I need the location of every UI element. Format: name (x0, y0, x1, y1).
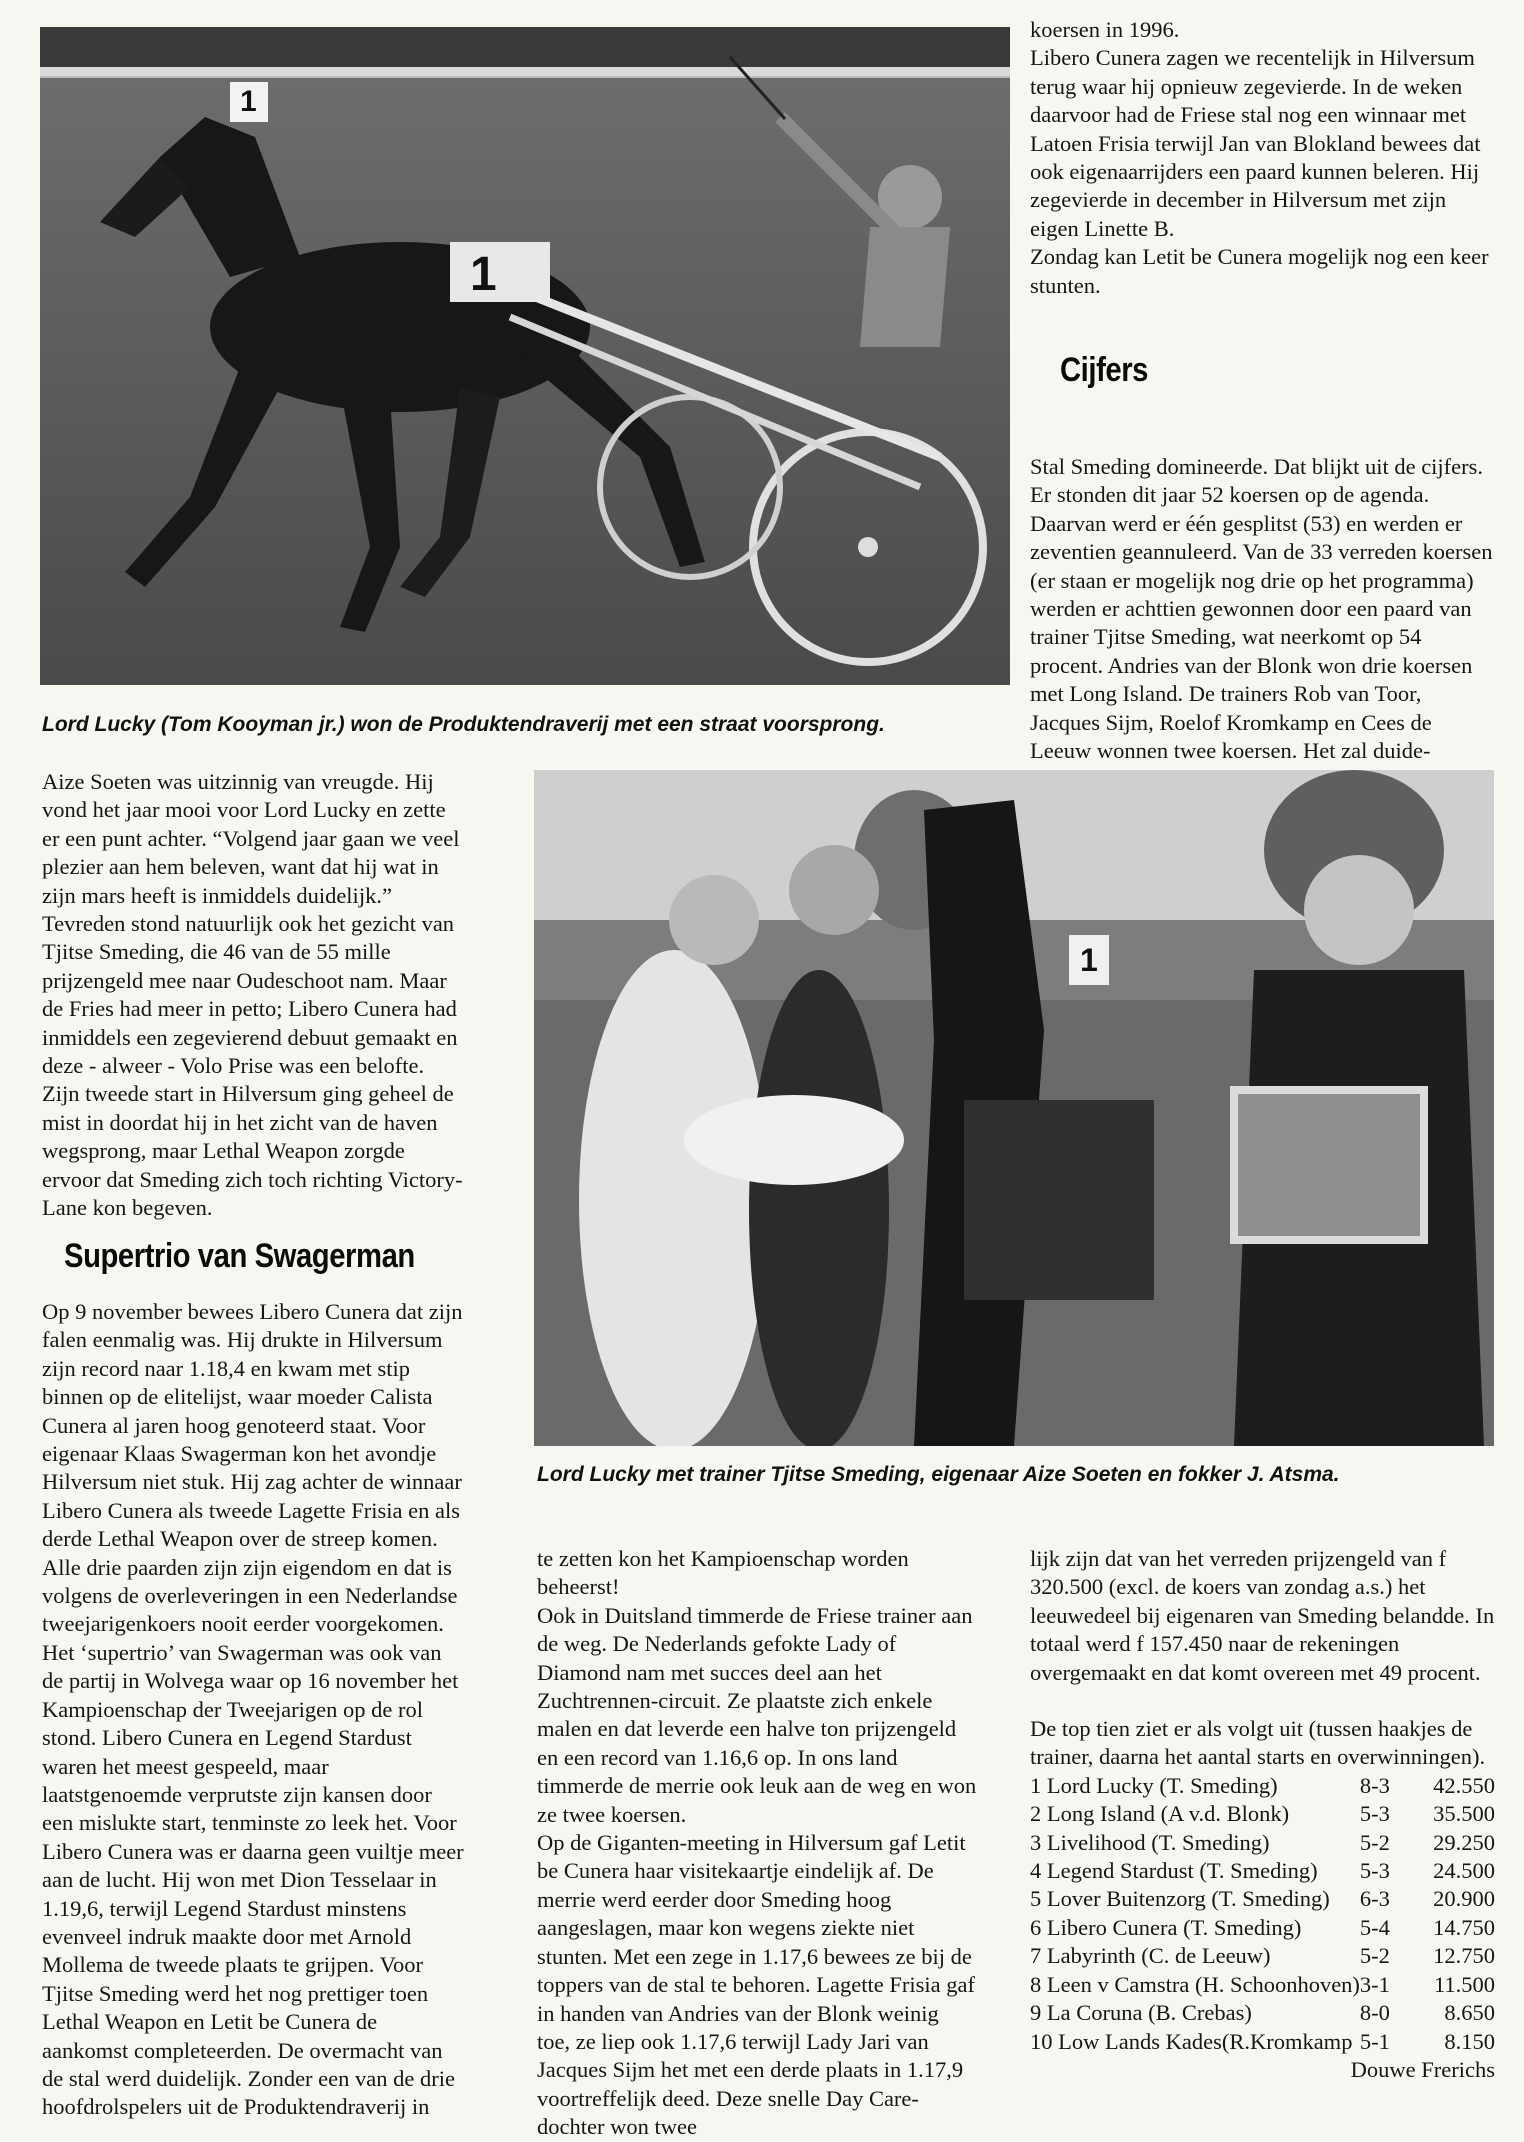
photo-caption-winners: Lord Lucky met trainer Tjitse Smeding, eigenaar Aize Soeten en fokker J. Atsma. (537, 1463, 1340, 1486)
prize-money-cell: 20.900 (1433, 1886, 1495, 1912)
photo-harness-race (40, 27, 1010, 685)
prize-money-cell: 42.550 (1433, 1772, 1495, 1798)
left-column-bottom (42, 1298, 467, 2122)
cijfers-column (1030, 453, 1495, 765)
starts-wins-cell: 5-2 (1359, 1829, 1390, 1855)
svg-text:1: 1 (470, 248, 497, 301)
starts-wins-cell: 5-4 (1359, 1914, 1390, 1940)
paragraph: Het ‘supertrio’ van Swagerman was ook van de partij in Wolvega waar op 16 november het Kampioenschap der Tweejarigen op de rol stond. Libero Cunera en Legend Stardust waren het meest gespeeld, maar laatstgenoemde verprutste zijn kansen door een mislukte start, tenminste zo leek het. Voor Libero Cunera was er daarna geen vuiltje meer aan de lucht. Hij won met Dion Tesselaar in 1.19,6, terwijl Legend Stardust minstens evenveel indruk maakte door met Arnold Mollema de tweede plaats te grijpen. Voor Tjitse Smeding werd het nog prettiger toen Lethal Weapon en Letit be Cunera de aankomst completeerden. De overmacht van de stal werd duidelijk. Zonder een van de drie hoofdrolspelers uit de Produktendraverij in (42, 1639, 464, 2120)
paragraph: Zondag kan Letit be Cunera mogelijk nog een keer stunten. (1030, 244, 1489, 298)
horse-bib-number: 1 (240, 85, 257, 118)
paragraph: Op de Giganten-meeting in Hilversum gaf Letit be Cunera haar visitekaartje eindelijk af. De merrie werd eerder door Smeding hoog aangeslagen, maar kon wegens ziekte niet stunten. Met een zege in 1.17,6 bewees ze bij de toppers van de stal te behoren. Lagette Frisia gaf in handen van Andries van der Blonk weinig toe, ze liep ook 1.17,6 terwijl Lady Jari van Jacques Sijm het met een derde plaats in 1.17,9 voortreffelijk deed. Deze snelle Day Care-dochter won twee (537, 1830, 975, 2140)
post-number: 1 (1080, 942, 1098, 978)
horse-name-cell: 7 Labyrinth (C. de Leeuw) (1030, 1943, 1271, 1969)
paragraph: lijk zijn dat van het verreden prijzengeld van f 320.500 (excl. de koers van zondag a.s.) het leeuwedeel bij eigenaren van Smeding belandde. In totaal werd f 157.450 naar de rekeningen overgemaakt en dat komt overeen met 49 procent. (1030, 1546, 1495, 1685)
prize-money-cell: 11.500 (1433, 1971, 1495, 1997)
paragraph: Libero Cunera zagen we recentelijk in Hilversum terug waar hij opnieuw zegevierde. In de weken daarvoor had de Friese stal nog een winnaar met Latoen Frisia terwijl Jan van Blokland bewees dat ook eigenaarrijders een paard kunnen beleren. Hij zegevierde in december in Hilversum met zijn eigen Linette B. (1030, 45, 1481, 241)
starts-wins-cell: 3-1 (1359, 1971, 1390, 1997)
right-bottom-column (1030, 1545, 1495, 2084)
right-top-column (1030, 16, 1495, 300)
paragraph: koersen in 1996. (1030, 17, 1180, 42)
table-row (1030, 1914, 1495, 1942)
table-row (1030, 1942, 1495, 1970)
horse-name-cell: 9 La Coruna (B. Crebas) (1030, 2000, 1252, 2026)
section-heading-cijfers: Cijfers (1060, 351, 1149, 389)
prize-money-cell: 24.500 (1433, 1858, 1495, 1884)
photo-winners-circle (534, 770, 1494, 1446)
starts-wins-cell: 5-1 (1359, 2028, 1390, 2054)
table-row (1030, 1829, 1495, 1857)
paragraph: te zetten kon het Kampioenschap worden beheerst! (537, 1546, 909, 1600)
horse-name-cell: 5 Lover Buitenzorg (T. Smeding) (1030, 1886, 1330, 1912)
starts-wins-cell: 8-3 (1359, 1772, 1390, 1798)
horse-name-cell: 3 Livelihood (T. Smeding) (1030, 1829, 1270, 1855)
table-row (1030, 1857, 1495, 1885)
middle-bottom-column (537, 1545, 977, 2142)
photo-caption-race: Lord Lucky (Tom Kooyman jr.) won de Produktendraverij met een straat voorsprong. (42, 713, 885, 736)
starts-wins-cell: 5-3 (1359, 1801, 1390, 1827)
paragraph: Stal Smeding domineerde. Dat blijkt uit de cijfers. Er stonden dit jaar 52 koersen op de agenda. Daarvan werd er één gesplitst (53) en werden er zeventien geannuleerd. Van de 33 verreden koersen (er staan er mogelijk nog drie op het programma) werden er achttien gewonnen door een paard van trainer Tjitse Smeding, wat neerkomt op 54 procent. Andries van der Blonk won drie koersen met Long Island. De trainers Rob van Toor, Jacques Sijm, Roelof Kromkamp en Cees de Leeuw wonnen twee koersen. Het zal duide- (1030, 454, 1493, 764)
horse-name-cell: 2 Long Island (A v.d. Blonk) (1030, 1801, 1290, 1827)
starts-wins-cell: 6-3 (1359, 1886, 1390, 1912)
prize-money-cell: 35.500 (1433, 1801, 1495, 1827)
starts-wins-cell: 8-0 (1359, 2000, 1390, 2026)
horse-name-cell: 8 Leen v Camstra (H. Schoonhoven) (1030, 1971, 1360, 1997)
prize-money-cell: 14.750 (1433, 1914, 1495, 1940)
paragraph: De top tien ziet er als volgt uit (tussen haakjes de trainer, daarna het aantal starts en overwinningen). (1030, 1716, 1486, 1770)
paragraph: Aize Soeten was uitzinnig van vreugde. Hij vond het jaar mooi voor Lord Lucky en zette er een punt achter. “Volgend jaar gaan we veel plezier aan hem beleven, want dat hij wat in zijn mars heeft is inmiddels duidelijk.” Tevreden stond natuurlijk ook het gezicht van Tjitse Smeding, die 46 van de 55 mille prijzengeld mee naar Oudeschoot nam. Maar de Fries had meer in petto; Libero Cunera had inmiddels een zegevierend debuut gemaakt en deze - alweer - Volo Prise was een belofte. Zijn tweede start in Hilversum ging geheel de mist in doordat hij in het zicht van de haven wegsprong, maar Lethal Weapon zorgde ervoor dat Smeding zich toch richting Victory-Lane kon begeven. (42, 769, 463, 1221)
table-row (1030, 2028, 1495, 2056)
top-ten-table (1030, 1772, 1495, 2056)
prize-money-cell: 8.150 (1444, 2028, 1495, 2054)
horse-name-cell: 10 Low Lands Kades(R.Kromkamp (1030, 2028, 1353, 2054)
section-heading-supertrio: Supertrio van Swagerman (64, 1237, 415, 1275)
left-column-top (42, 768, 467, 1223)
table-row (1030, 1885, 1495, 1913)
horse-name-cell: 6 Libero Cunera (T. Smeding) (1030, 1914, 1302, 1940)
starts-wins-cell: 5-2 (1359, 1943, 1390, 1969)
horse-name-cell: 1 Lord Lucky (T. Smeding) (1030, 1772, 1278, 1798)
paragraph: Op 9 november bewees Libero Cunera dat zijn falen eenmalig was. Hij drukte in Hilversum zijn record naar 1.18,4 en kwam met stip binnen op de elitelijst, waar moeder Calista Cunera al jaren hoog genoteerd staat. Voor eigenaar Klaas Swagerman kon het avondje Hilversum niet stuk. Hij zag achter de winnaar Libero Cunera als tweede Lagette Frisia en als derde Lethal Weapon over de streep komen. Alle drie paarden zijn zijn eigendom en dat is volgens de overleveringen in een Nederlandse tweejarigenkoers nooit eerder voorgekomen. (42, 1299, 463, 1637)
paragraph: Ook in Duitsland timmerde de Friese trainer aan de weg. De Nederlands gefokte Lady of Diamond nam met succes deel aan het Zuchtrennen-circuit. Ze plaatste zich enkele malen en dat leverde een halve ton prijzengeld en een record van 1.16,6 op. In ons land timmerde de merrie ook leuk aan de weg en won ze twee koersen. (537, 1602, 977, 1827)
table-row (1030, 1999, 1495, 2027)
prize-money-cell: 29.250 (1433, 1829, 1495, 1855)
table-row (1030, 1800, 1495, 1828)
table-row (1030, 1772, 1495, 1800)
starts-wins-cell: 5-3 (1359, 1858, 1390, 1884)
prize-money-cell: 8.650 (1444, 2000, 1495, 2026)
horse-name-cell: 4 Legend Stardust (T. Smeding) (1030, 1858, 1318, 1884)
table-row (1030, 1971, 1495, 1999)
author-byline: Douwe Frerichs (1350, 2056, 1495, 2082)
prize-money-cell: 12.750 (1433, 1943, 1495, 1969)
